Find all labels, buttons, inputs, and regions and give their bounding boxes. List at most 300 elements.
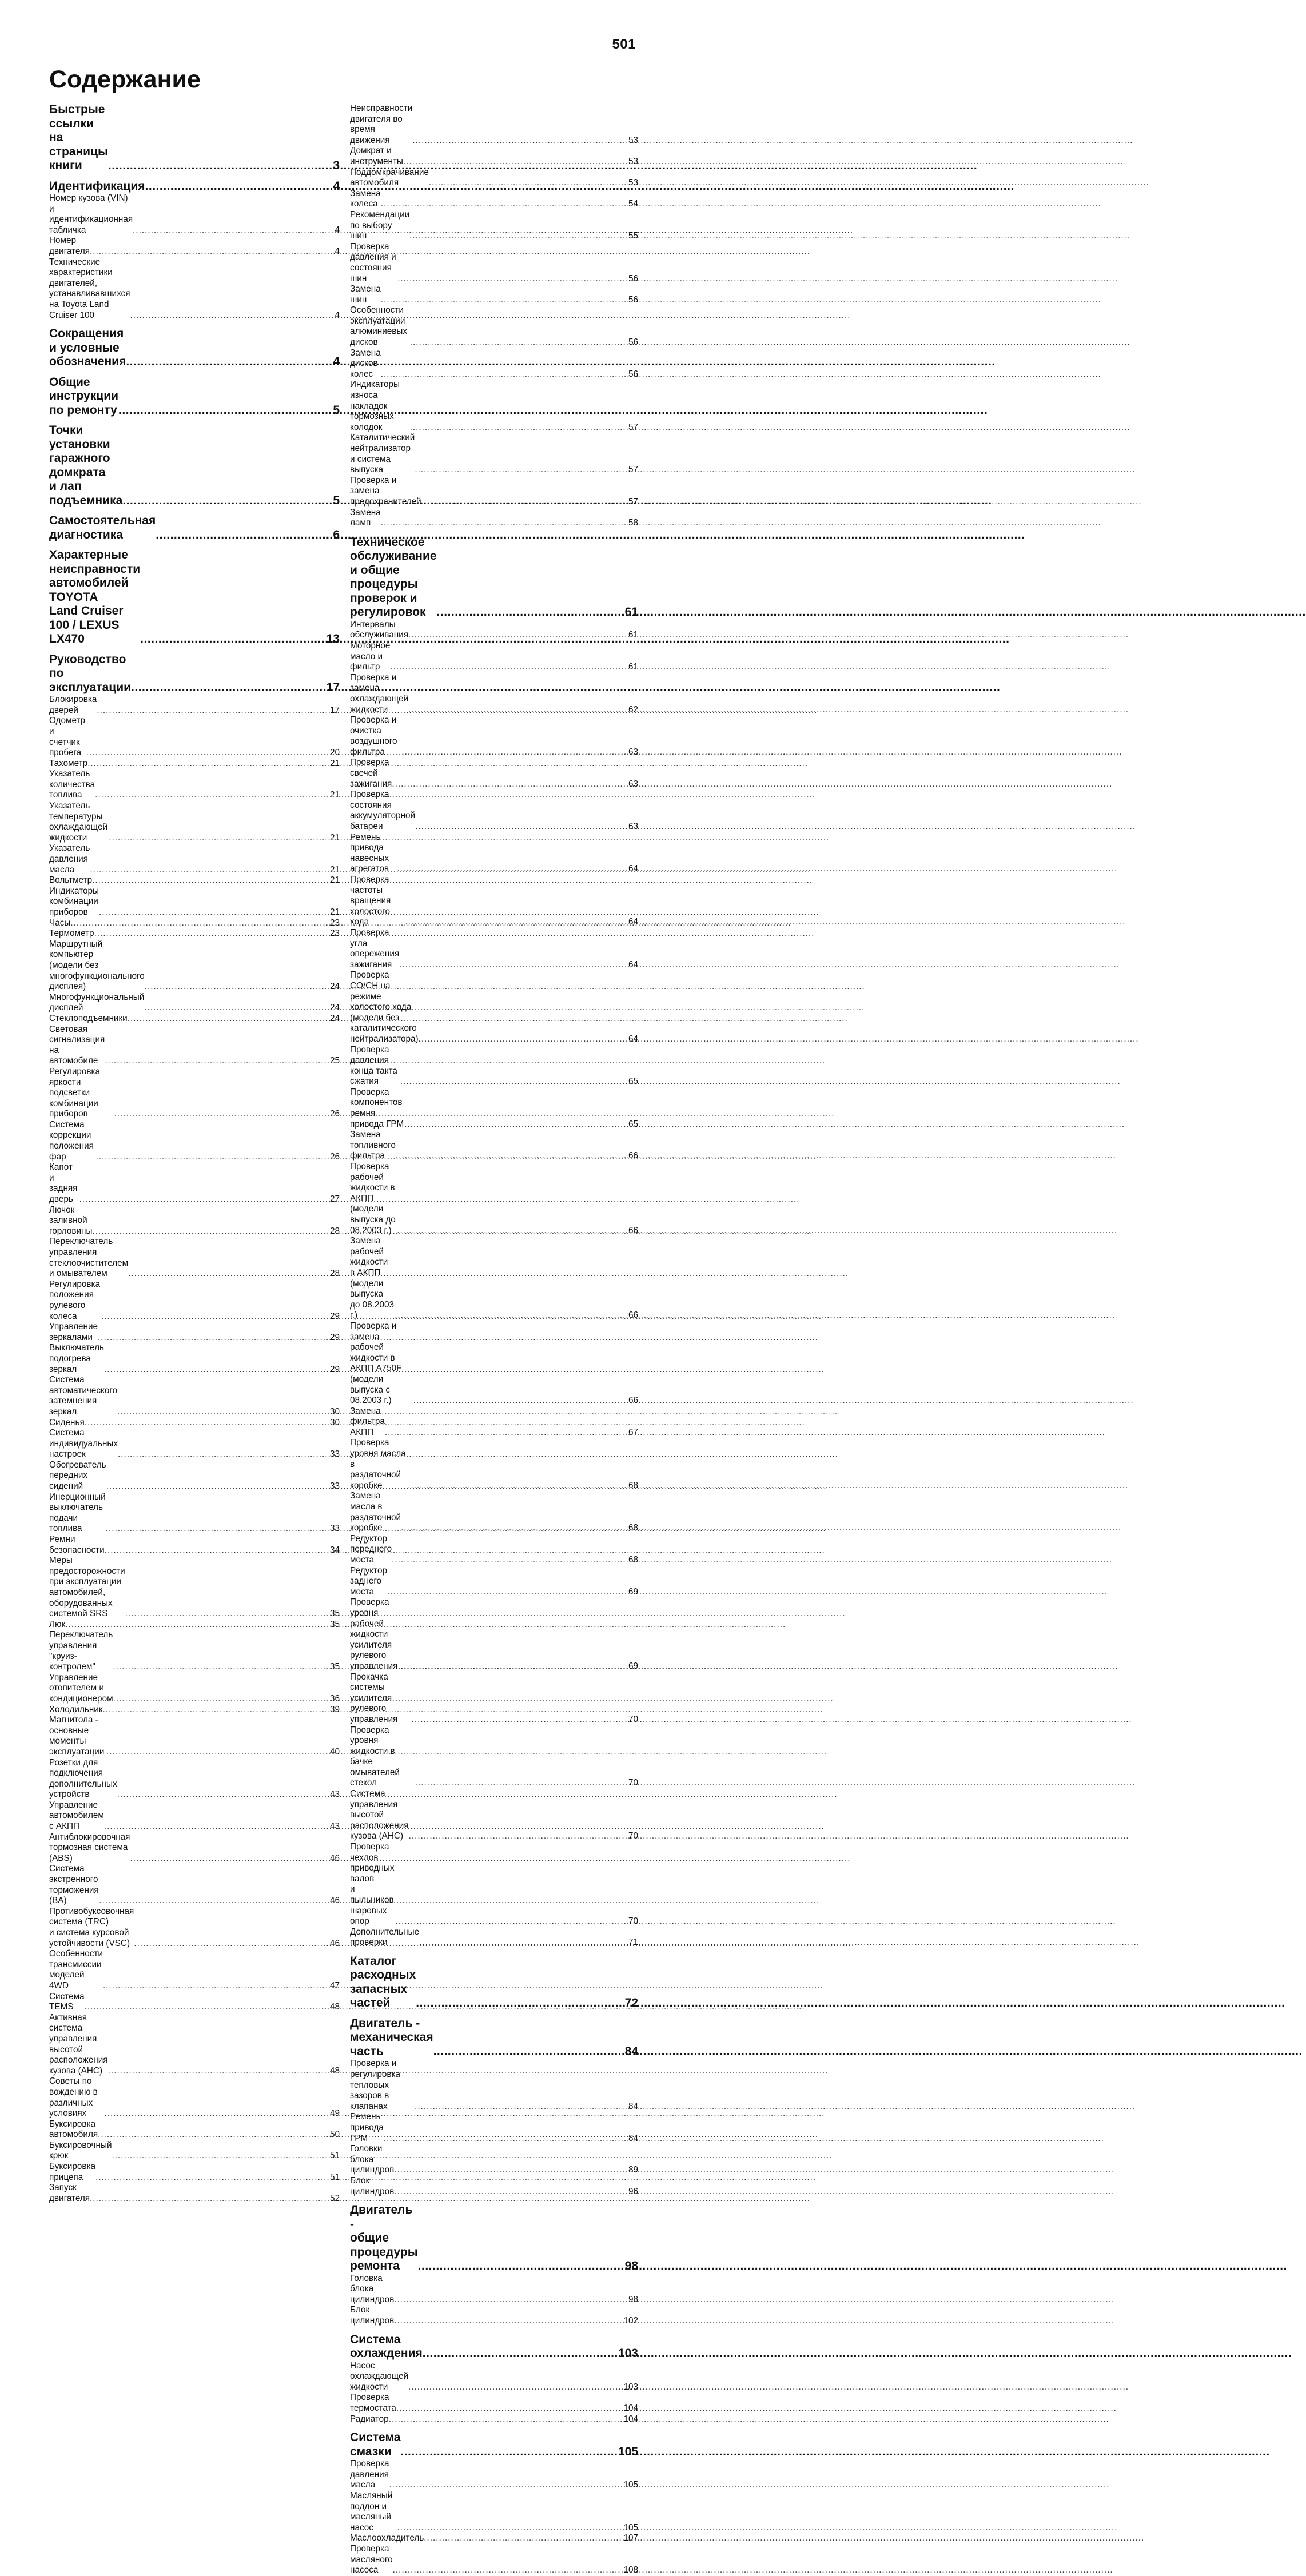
toc-page-number: 23	[329, 918, 340, 928]
toc-item-title: Каталитический нейтрализатор и система выпуска	[350, 433, 415, 475]
toc-item-title: Инерционный выключатель подачи топлива	[49, 1492, 106, 1534]
toc-page-number: 5	[333, 403, 340, 417]
toc-item-title: Проверка и замена предохранителей	[350, 475, 421, 507]
dot-leader	[145, 982, 326, 992]
toc-page-number: 40	[329, 1746, 340, 1757]
dot-leader	[416, 1996, 623, 2011]
toc-page-number: 48	[329, 2065, 340, 2076]
toc-item-title: Световая сигнализация на автомобиле	[49, 1024, 105, 1066]
dot-leader	[128, 1269, 326, 1279]
toc-item	[49, 1864, 340, 1906]
toc-item-title: Регулировка положения рулевого колеса	[49, 1279, 101, 1321]
toc-item	[49, 695, 340, 716]
toc-item-title: Проверка масляного насоса	[350, 2543, 393, 2575]
toc-page-number: 33	[329, 1524, 340, 1534]
toc-item-title: Особенности эксплуатации алюминиевых дисков	[350, 305, 408, 348]
page-title: Содержание	[49, 66, 201, 93]
dot-leader	[389, 2414, 623, 2425]
dot-leader	[393, 2565, 623, 2576]
dot-leader	[90, 2194, 326, 2204]
toc-page-number: 46	[329, 1853, 340, 1863]
toc-item	[350, 2491, 638, 2533]
toc-item-title: Проверка и замена рабочей жидкости в АКПП A750F (модели выпуска с 08.2003 г.)	[350, 1321, 402, 1406]
toc-section	[350, 2203, 638, 2274]
toc-item-title: Магнитола - основные моменты эксплуатации	[49, 1715, 105, 1757]
toc-item	[49, 1673, 340, 1705]
toc-section	[49, 514, 340, 542]
toc-page-number: 68	[628, 1523, 638, 1533]
toc-item-title: Особенности трансмиссии моделей 4WD	[49, 1949, 103, 1991]
toc-item-title: Проверка давления масла	[350, 2459, 389, 2490]
dot-leader	[401, 747, 624, 758]
toc-item-title: Проверка свечей зажигания	[350, 757, 392, 789]
toc-page-number: 24	[329, 1003, 340, 1013]
toc-page-number: 69	[628, 1586, 638, 1597]
toc-item-title: Проверка и регулировка тепловых зазоров в клапанах	[350, 2059, 401, 2111]
dot-leader	[113, 1694, 326, 1705]
toc-item	[350, 305, 638, 348]
toc-item-title: Капот и задняя дверь	[49, 1162, 78, 1205]
toc-page-number: 66	[628, 1151, 638, 1161]
dot-leader	[394, 2165, 624, 2176]
toc-item-title: Термометр	[49, 928, 94, 939]
toc-page-number: 52	[329, 2193, 340, 2203]
toc-item-title: Переключатель управления стеклоочистителем и омывателем	[49, 1237, 129, 1279]
toc-item	[49, 939, 340, 992]
toc-item	[350, 2544, 638, 2576]
toc-item	[350, 146, 638, 167]
dot-leader	[385, 1427, 624, 1438]
dot-leader	[156, 528, 332, 543]
toc-page-number: 27	[329, 1194, 340, 1205]
toc-page-number: 36	[329, 1693, 340, 1704]
toc-item	[350, 2414, 638, 2425]
dot-leader	[85, 1418, 326, 1429]
toc-page-number: 63	[628, 747, 638, 757]
toc-item-title: Система индивидуальных настроек	[49, 1428, 118, 1460]
toc-page-number: 64	[628, 864, 638, 874]
dot-leader	[145, 180, 332, 194]
toc-section-title: Самостоятельная диагностика	[49, 514, 156, 541]
dot-leader	[65, 1620, 326, 1630]
toc-page-number: 66	[628, 1395, 638, 1406]
toc-page-number: 57	[628, 422, 638, 432]
toc-page-number: 105	[618, 2445, 638, 2458]
toc-item-title: Система TEMS	[49, 1991, 85, 2012]
toc-item	[49, 843, 340, 875]
toc-item	[350, 2274, 638, 2306]
dot-leader	[396, 1916, 624, 1927]
toc-page-number: 70	[628, 1831, 638, 1841]
dot-leader	[392, 779, 624, 790]
toc-item	[49, 1949, 340, 1991]
toc-page-number: 98	[624, 2259, 638, 2273]
toc-section	[49, 653, 340, 695]
toc-item-title: Указатель температуры охлаждающей жидкости	[49, 801, 108, 843]
dot-leader	[409, 1831, 624, 1842]
toc-item	[350, 1927, 638, 1948]
toc-section	[350, 536, 638, 620]
toc-section	[49, 180, 340, 194]
toc-page-number: 56	[628, 337, 638, 348]
dot-leader	[94, 928, 326, 939]
toc-item	[49, 1460, 340, 1492]
toc-item-title: Замена ламп	[350, 507, 381, 528]
toc-page-number: 30	[329, 1406, 340, 1417]
dot-leader	[389, 2480, 623, 2491]
toc-item	[350, 641, 638, 673]
toc-item	[350, 242, 638, 284]
toc-item	[350, 1566, 638, 1598]
toc-item-title: Управление зеркалами	[49, 1322, 98, 1342]
toc-item-title: Номер двигателя	[49, 236, 90, 256]
dot-leader	[412, 135, 624, 146]
toc-item	[350, 1842, 638, 1927]
dot-leader	[381, 199, 624, 210]
dot-leader	[396, 1151, 624, 1162]
toc-page-number: 49	[329, 2108, 340, 2119]
toc-item-title: Обогреватель передних сидений	[49, 1460, 106, 1492]
dot-leader	[408, 705, 624, 716]
toc-section-title: Руководство по эксплуатации	[49, 652, 132, 694]
dot-leader	[397, 1226, 624, 1237]
dot-leader	[106, 1481, 326, 1492]
toc-page-number: 56	[628, 369, 638, 379]
toc-item-title: Советы по вождению в различных условиях	[49, 2076, 98, 2119]
toc-page-number: 65	[628, 1119, 638, 1129]
dot-leader	[131, 681, 325, 695]
toc-section	[49, 376, 340, 418]
toc-page-number: 102	[623, 2316, 638, 2326]
toc-section-title: Общие инструкции по ремонту	[49, 375, 119, 417]
toc-page-number: 96	[628, 2186, 638, 2196]
toc-item-title: Выключатель подогрева зеркал	[49, 1343, 104, 1374]
dot-leader	[104, 1821, 326, 1832]
dot-leader	[86, 748, 326, 759]
toc-page-number: 35	[329, 1609, 340, 1619]
toc-item-title: Проверка уровня рабочей жидкости усилителя рулевого управления	[350, 1597, 398, 1671]
toc-item	[49, 1014, 340, 1024]
dot-leader	[90, 865, 326, 876]
dot-leader	[117, 1407, 326, 1418]
dot-leader	[128, 1014, 326, 1024]
dot-leader	[405, 917, 625, 928]
toc-item-title: Регулировка яркости подсветки комбинации приборов	[49, 1066, 101, 1119]
toc-page-number: 103	[623, 2382, 638, 2392]
toc-section	[350, 1955, 638, 2011]
toc-page-number: 4	[333, 355, 340, 369]
toc-item	[350, 1725, 638, 1789]
toc-page-number: 53	[628, 135, 638, 145]
toc-page-number: 105	[623, 2522, 638, 2533]
dot-leader	[144, 1003, 326, 1014]
toc-section-title: Точки установки гаражного домкрата и лап подъемника	[49, 424, 123, 507]
toc-item	[49, 801, 340, 843]
toc-item	[49, 1630, 340, 1672]
toc-item	[49, 1205, 340, 1237]
dot-leader	[408, 2382, 622, 2393]
toc-item-title: Вольтметр	[49, 875, 93, 886]
toc-page-number: 17	[326, 680, 340, 694]
toc-item-title: Управление автомобилем с АКПП	[49, 1800, 104, 1832]
toc-item-title: Буксировка прицепа	[49, 2162, 96, 2182]
toc-item	[350, 875, 638, 928]
toc-page-number: 21	[329, 864, 340, 875]
toc-item-title: Проверка частоты вращения холостого хода	[350, 875, 391, 927]
toc-section-title: Характерные неисправности автомобилей TOYOTA Land Cruiser 100 / LEXUS LX470	[49, 548, 141, 646]
toc-item-title: Замена колеса	[350, 188, 381, 209]
toc-item-title: Система экстренного торможения (BA)	[49, 1864, 99, 1906]
toc-item	[350, 832, 638, 875]
toc-item	[350, 508, 638, 529]
toc-left-column	[49, 103, 340, 2204]
toc-item-title: Проверка уровня масла в раздаточной коробке	[350, 1438, 406, 1490]
dot-leader	[96, 1152, 326, 1163]
toc-page-number: 68	[628, 1480, 638, 1490]
toc-page-number: 84	[624, 2044, 638, 2058]
dot-leader	[98, 2130, 326, 2140]
toc-item-title: Холодильник	[49, 1704, 103, 1714]
dot-leader	[396, 2403, 623, 2414]
toc-item	[350, 2361, 638, 2393]
toc-page-number: 56	[628, 294, 638, 305]
toc-item	[350, 380, 638, 433]
toc-item-title: Редуктор переднего моста	[350, 1533, 392, 1565]
toc-page-number: 43	[329, 1821, 340, 1832]
toc-item	[49, 236, 340, 257]
dot-leader	[381, 518, 624, 529]
dot-leader	[409, 231, 624, 242]
toc-item-title: Проверка CO/CH на режиме холостого хода (модели без каталитического нейтрализатора)	[350, 970, 419, 1044]
toc-item-title: Замена топливного фильтра	[350, 1130, 396, 1161]
toc-item-title: Проверка рабочей жидкости в АКПП (модели выпуска до 08.2003 г.)	[350, 1162, 396, 1235]
toc-page-number: 24	[329, 1013, 340, 1023]
toc-page-number: 46	[329, 1896, 340, 1906]
toc-item-title: Переключатель управления "круиз-контролем"	[49, 1630, 113, 1672]
toc-section-title: Система охлаждения	[350, 2332, 423, 2360]
dot-leader	[106, 1747, 326, 1758]
toc-page-number: 70	[628, 1916, 638, 1927]
toc-item-title: Замена рабочей жидкости в АКПП (модели выпуска до 08.2003 г.)	[350, 1236, 394, 1321]
toc-page-number: 20	[329, 748, 340, 758]
toc-page-number: 5	[333, 493, 340, 507]
toc-item	[350, 2392, 638, 2414]
toc-page-number: 29	[329, 1311, 340, 1321]
dot-leader	[410, 337, 624, 348]
toc-page-number: 103	[618, 2347, 638, 2360]
dot-leader	[70, 918, 326, 929]
toc-page-number: 70	[628, 1778, 638, 1788]
toc-page-number: 35	[329, 1662, 340, 1672]
toc-item-title: Система коррекции положения фар	[49, 1119, 94, 1162]
toc-page-number: 55	[628, 231, 638, 241]
toc-item-title: Маршрутный компьютер (модели без многофункционального дисплея)	[49, 939, 145, 992]
toc-item	[350, 1789, 638, 1842]
dot-leader	[92, 875, 326, 886]
toc-page-number: 64	[628, 1034, 638, 1044]
toc-section-title: Система смазки	[350, 2431, 401, 2458]
dot-leader	[108, 2066, 326, 2077]
dot-leader	[415, 465, 624, 476]
dot-leader	[105, 1056, 326, 1067]
toc-page-number: 53	[628, 156, 638, 166]
dot-leader	[395, 1310, 624, 1321]
toc-page-number: 26	[329, 1151, 340, 1162]
toc-page-number: 64	[628, 959, 638, 970]
toc-page-number: 56	[628, 273, 638, 284]
toc-section-title: Быстрые ссылки на страницы книги	[49, 103, 108, 172]
toc-section-title: Идентификация	[49, 179, 145, 193]
dot-leader	[397, 2523, 623, 2534]
toc-right-column	[350, 103, 638, 2576]
toc-page-number: 71	[628, 1937, 638, 1948]
dot-leader	[423, 2347, 617, 2361]
dot-leader	[381, 295, 624, 306]
dot-leader	[397, 864, 624, 875]
toc-page-number: 51	[329, 2151, 340, 2161]
toc-page-number: 30	[329, 1417, 340, 1427]
toc-item	[350, 1236, 638, 1321]
toc-item	[49, 1534, 340, 1556]
toc-item-title: Буксировка автомобиля	[49, 2119, 98, 2140]
toc-item-title: Тахометр	[49, 758, 88, 768]
dot-leader	[113, 1662, 326, 1673]
dot-leader	[392, 1555, 624, 1566]
dot-leader	[118, 404, 332, 418]
toc-page-number: 24	[329, 982, 340, 992]
toc-item	[49, 1705, 340, 1716]
toc-page-number: 63	[628, 779, 638, 789]
page-number: 501	[612, 37, 636, 52]
toc-item	[350, 284, 638, 305]
dot-leader	[415, 822, 624, 832]
toc-item-title: Проверка давления конца такта сжатия	[350, 1044, 397, 1087]
toc-page-number: 105	[623, 2480, 638, 2490]
toc-item	[49, 1322, 340, 1343]
toc-item	[49, 1992, 340, 2013]
dot-leader	[99, 1896, 326, 1907]
toc-item	[350, 2059, 638, 2112]
toc-page-number: 51	[329, 2172, 340, 2182]
toc-item	[350, 2176, 638, 2197]
toc-item	[350, 1321, 638, 1406]
toc-page-number: 98	[628, 2294, 638, 2304]
dot-leader	[118, 1449, 326, 1460]
toc-item	[350, 1491, 638, 1533]
toc-item-title: Проверка компонентов ремня привода ГРМ	[350, 1087, 404, 1129]
toc-item-title: Блок цилиндров	[350, 2305, 395, 2326]
toc-item	[350, 970, 638, 1044]
dot-leader	[387, 1587, 624, 1598]
toc-page-number: 21	[329, 790, 340, 800]
toc-item	[350, 1087, 638, 1130]
toc-item	[49, 1492, 340, 1534]
toc-page-number: 62	[628, 704, 638, 715]
toc-page-number: 4	[335, 225, 340, 235]
toc-item-title: Активная система управления высотой расположения кузова (AHC)	[49, 2012, 108, 2076]
dot-leader	[400, 1076, 624, 1087]
toc-item-title: Проверка угла опережения зажигания	[350, 927, 400, 970]
dot-leader	[418, 2259, 624, 2274]
dot-leader	[134, 1939, 326, 1949]
dot-leader	[400, 2445, 617, 2459]
toc-item-title: Индикаторы износа накладок тормозных колодок	[350, 380, 400, 432]
toc-page-number: 61	[628, 662, 638, 672]
dot-leader	[415, 1778, 624, 1789]
toc-item	[350, 1045, 638, 1087]
toc-item-title: Буксировочный крюк	[49, 2140, 112, 2161]
toc-page-number: 107	[623, 2533, 638, 2543]
toc-item-title: Головка блока цилиндров	[350, 2273, 395, 2304]
dot-leader	[394, 2187, 624, 2198]
dot-leader	[410, 422, 624, 433]
toc-page-number: 39	[329, 1704, 340, 1714]
toc-item-title: Часы	[49, 918, 71, 928]
toc-item-title: Индикаторы комбинации приборов	[49, 886, 99, 917]
dot-leader	[114, 1109, 326, 1120]
toc-item-title: Замена масла в раздаточной коробке	[350, 1491, 401, 1533]
toc-item-title: Сиденья	[49, 1417, 85, 1427]
dot-leader	[421, 497, 624, 508]
toc-item	[49, 1428, 340, 1460]
dot-leader	[408, 1481, 624, 1492]
toc-page-number: 43	[329, 1789, 340, 1800]
toc-page-number: 84	[628, 2101, 638, 2111]
toc-item	[49, 875, 340, 886]
toc-item	[350, 1597, 638, 1672]
toc-page-number: 58	[628, 518, 638, 528]
toc-section	[49, 327, 340, 369]
toc-item-title: Замена дисков колес	[350, 348, 381, 379]
toc-page-number: 63	[628, 822, 638, 832]
toc-page-number: 21	[329, 758, 340, 768]
toc-item	[49, 1907, 340, 1949]
toc-page-number: 61	[624, 605, 638, 619]
dot-leader	[413, 1395, 624, 1406]
toc-item-title: Розетки для подключения дополнительных устройств	[49, 1757, 117, 1800]
toc-page-number: 28	[329, 1269, 340, 1279]
toc-item-title: Масляный поддон и масляный насос	[350, 2491, 393, 2533]
toc-page-number: 84	[628, 2133, 638, 2143]
dot-leader	[117, 1789, 326, 1800]
toc-item-title: Номер кузова (VIN) и идентификационная табличка	[49, 193, 133, 235]
toc-section-title: Каталог расходных запасных частей	[350, 1954, 416, 2010]
toc-item-title: Поддомкрачивание автомобиля	[350, 167, 429, 188]
toc-item	[49, 759, 340, 769]
toc-item	[49, 1758, 340, 1800]
toc-item-title: Ремень привода ГРМ	[350, 2112, 384, 2143]
toc-item-title: Дополнительные проверки	[350, 1927, 420, 1948]
toc-page-number: 28	[329, 1226, 340, 1236]
toc-item-title: Блок цилиндров	[350, 2176, 395, 2196]
toc-item-title: Редуктор заднего моста	[350, 1565, 387, 1597]
dot-leader	[98, 1333, 326, 1343]
toc-page-number: 47	[329, 1980, 340, 1991]
dot-leader	[104, 2108, 326, 2119]
toc-item-title: Моторное масло и фильтр	[350, 640, 391, 672]
toc-page-number: 23	[329, 928, 340, 939]
toc-section	[49, 548, 340, 647]
toc-item-title: Интервалы обслуживания	[350, 619, 409, 640]
toc-item-title: Система управления высотой расположения кузова (AHC)	[350, 1789, 409, 1841]
toc-item-title: Блокировка дверей	[49, 695, 97, 715]
toc-item-title: Головки блока цилиндров	[350, 2144, 395, 2175]
dot-leader	[125, 1609, 326, 1620]
toc-page-number: 72	[624, 1996, 638, 2010]
toc-page-number: 4	[333, 179, 340, 193]
toc-section	[49, 424, 340, 508]
dot-leader	[140, 632, 325, 647]
